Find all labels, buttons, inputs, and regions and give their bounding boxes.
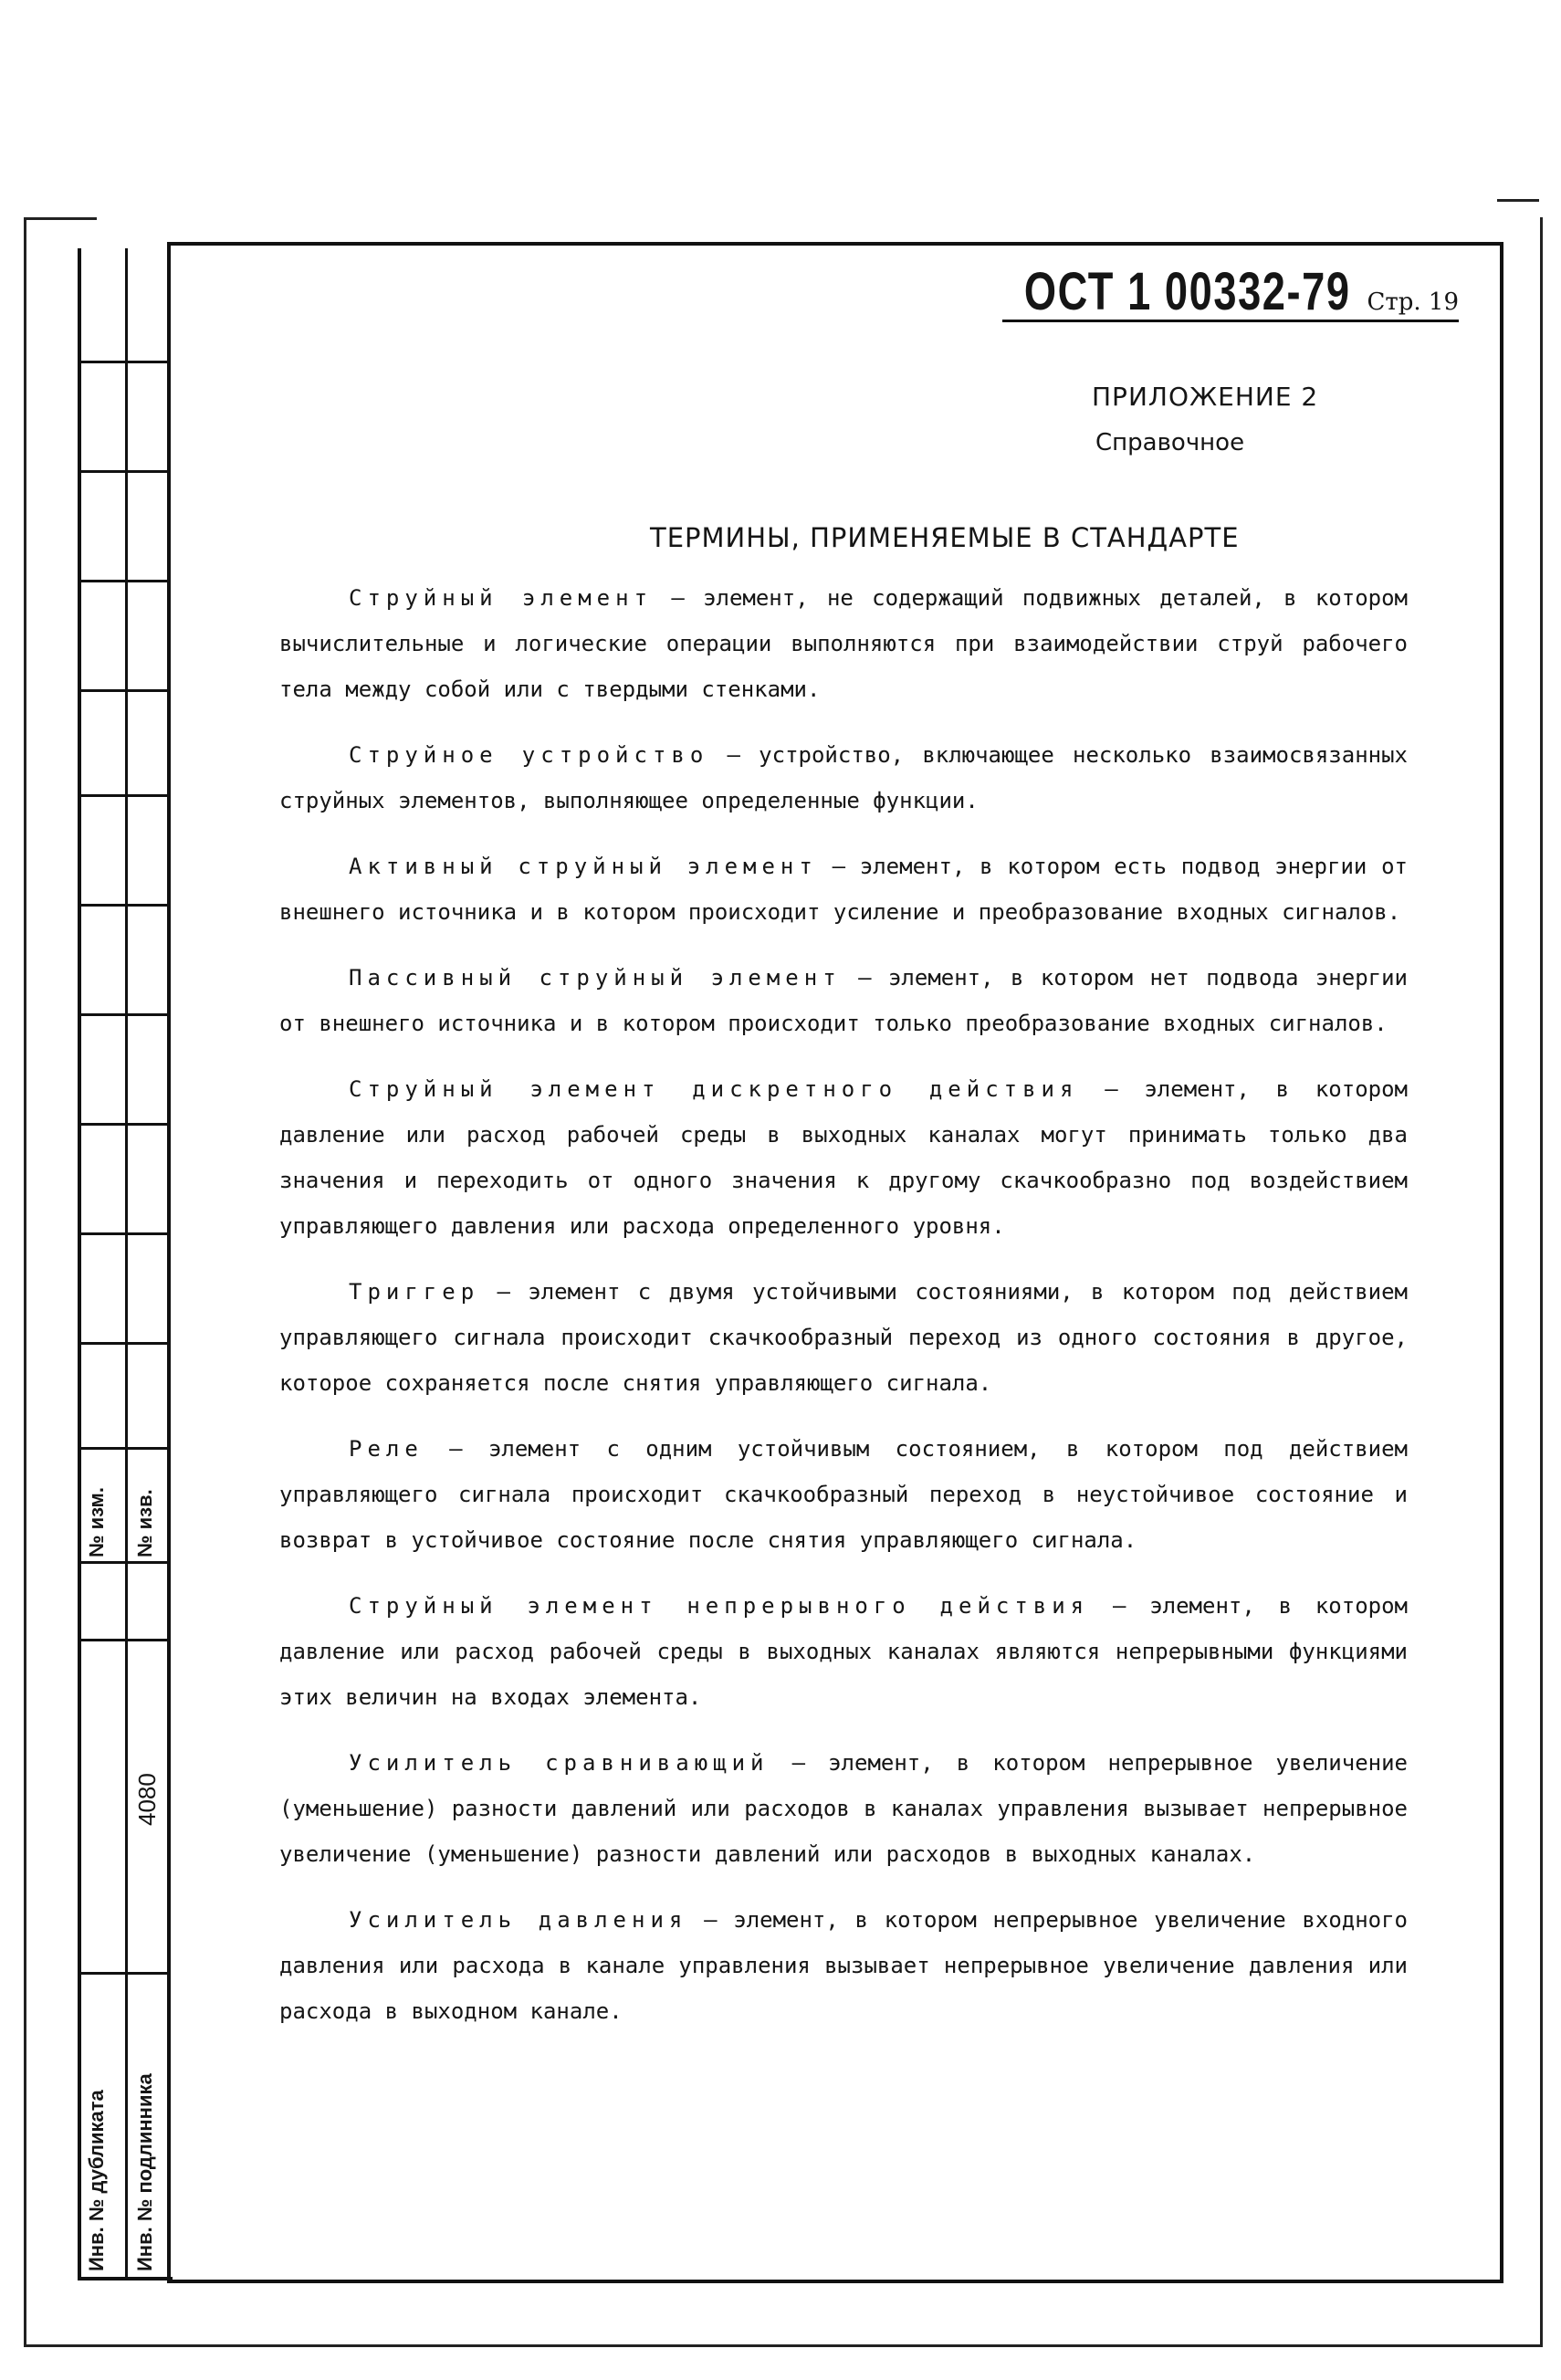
term-name: Струйный элемент дискретного действия: [349, 1076, 1079, 1102]
appendix-title: ПРИЛОЖЕНИЕ 2: [1092, 382, 1319, 412]
term-entry: [279, 1269, 1408, 1406]
binding-row-line: [78, 1232, 169, 1235]
inventory-number: 4080: [133, 1773, 161, 1826]
outer-frame-topright-mark: [1497, 199, 1539, 202]
term-definition: – элемент с одним устойчивым состоянием, в котором под действием управляющего сигнала происходит скачкообразный переход в неустойчивое состояние и возврат в устойчивое состояние после снятия управляющего сигнала.: [279, 1436, 1409, 1553]
term-definition: – элемент, в котором давление или расход рабочей среды в выходных каналах могут принимать только два значения и переходить от одного значения к другому скачкообразно под воздействием управляющего давления или расхода определенного уровня.: [279, 1076, 1409, 1239]
binding-row-line: [78, 1639, 169, 1641]
term-name: Реле: [349, 1436, 424, 1462]
term-definition: – элемент, не содержащий подвижных деталей, в котором вычислительные и логические операции выполняются при взаимодействии струй рабочего тела между собой или с твердыми стенками.: [279, 585, 1409, 702]
term-entry: [279, 1066, 1408, 1249]
term-name: Струйный элемент непрерывного действия: [349, 1593, 1090, 1619]
izv-label: № изв.: [133, 1489, 156, 1557]
binding-row-line: [78, 580, 169, 582]
term-name: Усилитель сравнивающий: [349, 1750, 770, 1776]
dublikat-label: Инв. № дубликата: [85, 2090, 108, 2271]
binding-row-line: [78, 1342, 169, 1345]
binding-row-line: [78, 1561, 169, 1564]
term-entry: [279, 1740, 1408, 1877]
binding-row-line: [78, 1123, 169, 1126]
terms-list: [279, 575, 1408, 2054]
binding-row-line: [78, 904, 169, 907]
header-rule: [1002, 320, 1459, 322]
term-entry: [279, 1583, 1408, 1720]
term-name: Триггер: [349, 1279, 480, 1305]
binding-row-line: [78, 1972, 169, 1975]
term-definition: – устройство, включающее несколько взаимосвязанных струйных элементов, выполняющее определенные функции.: [279, 742, 1408, 813]
term-definition: – элемент, в котором непрерывное увеличение входного давления или расхода в канале управления вызывает непрерывное увеличение давления или расхода в выходном канале.: [279, 1907, 1409, 2024]
term-entry: [279, 955, 1408, 1046]
term-name: Усилитель давления: [349, 1907, 688, 1933]
term-name: Пассивный струйный элемент: [349, 965, 842, 991]
term-entry: [279, 575, 1408, 712]
term-name: Струйное устройство: [349, 742, 709, 768]
binding-row-line: [78, 794, 169, 797]
page-number: Стр. 19: [1367, 288, 1459, 316]
term-entry: [279, 732, 1408, 823]
doc-code: ОСТ 1 00332-79: [1024, 262, 1351, 321]
section-title: ТЕРМИНЫ, ПРИМЕНЯЕМЫЕ В СТАНДАРТЕ: [650, 522, 1240, 553]
term-definition: – элемент с двумя устойчивыми состояниями, в котором под действием управляющего сигнала происходит скачкообразный переход из одного состояния в другое, которое сохраняется после снятия управляющего сигнала.: [279, 1279, 1408, 1396]
header: [932, 261, 1459, 322]
izm-label: № изм.: [85, 1487, 108, 1557]
term-entry: [279, 844, 1408, 935]
term-definition: – элемент, в котором давление или расход рабочей среды в выходных каналах являются непрерывными функциями этих величин на входах элемента.: [279, 1593, 1409, 1710]
binding-row-line: [78, 1447, 169, 1450]
binding-row-line: [78, 689, 169, 692]
outer-frame-top-mark: [24, 217, 97, 220]
binding-row-line: [78, 361, 169, 363]
term-name: Активный струйный элемент: [349, 854, 818, 879]
podlinnik-label: Инв. № подлинника: [133, 2073, 156, 2271]
term-entry: [279, 1426, 1408, 1563]
term-definition: – элемент, в котором нет подвода энергии от внешнего источника и в котором происходит только преобразование входных сигналов.: [279, 965, 1408, 1036]
term-definition: – элемент, в котором непрерывное увеличение (уменьшение) разности давлений или расходов в каналах управления вызывает непрерывное увеличение (уменьшение) разности давлений или расходов в выходных каналах.: [279, 1750, 1409, 1867]
term-entry: [279, 1897, 1408, 2034]
binding-row-line: [78, 470, 169, 473]
term-definition: – элемент, в котором есть подвод энергии от внешнего источника и в котором происходит усиление и преобразование входных сигналов.: [279, 854, 1408, 925]
binding-row-line: [78, 1013, 169, 1016]
appendix-subtitle: Справочное: [1095, 429, 1245, 456]
term-name: Струйный элемент: [349, 585, 654, 611]
